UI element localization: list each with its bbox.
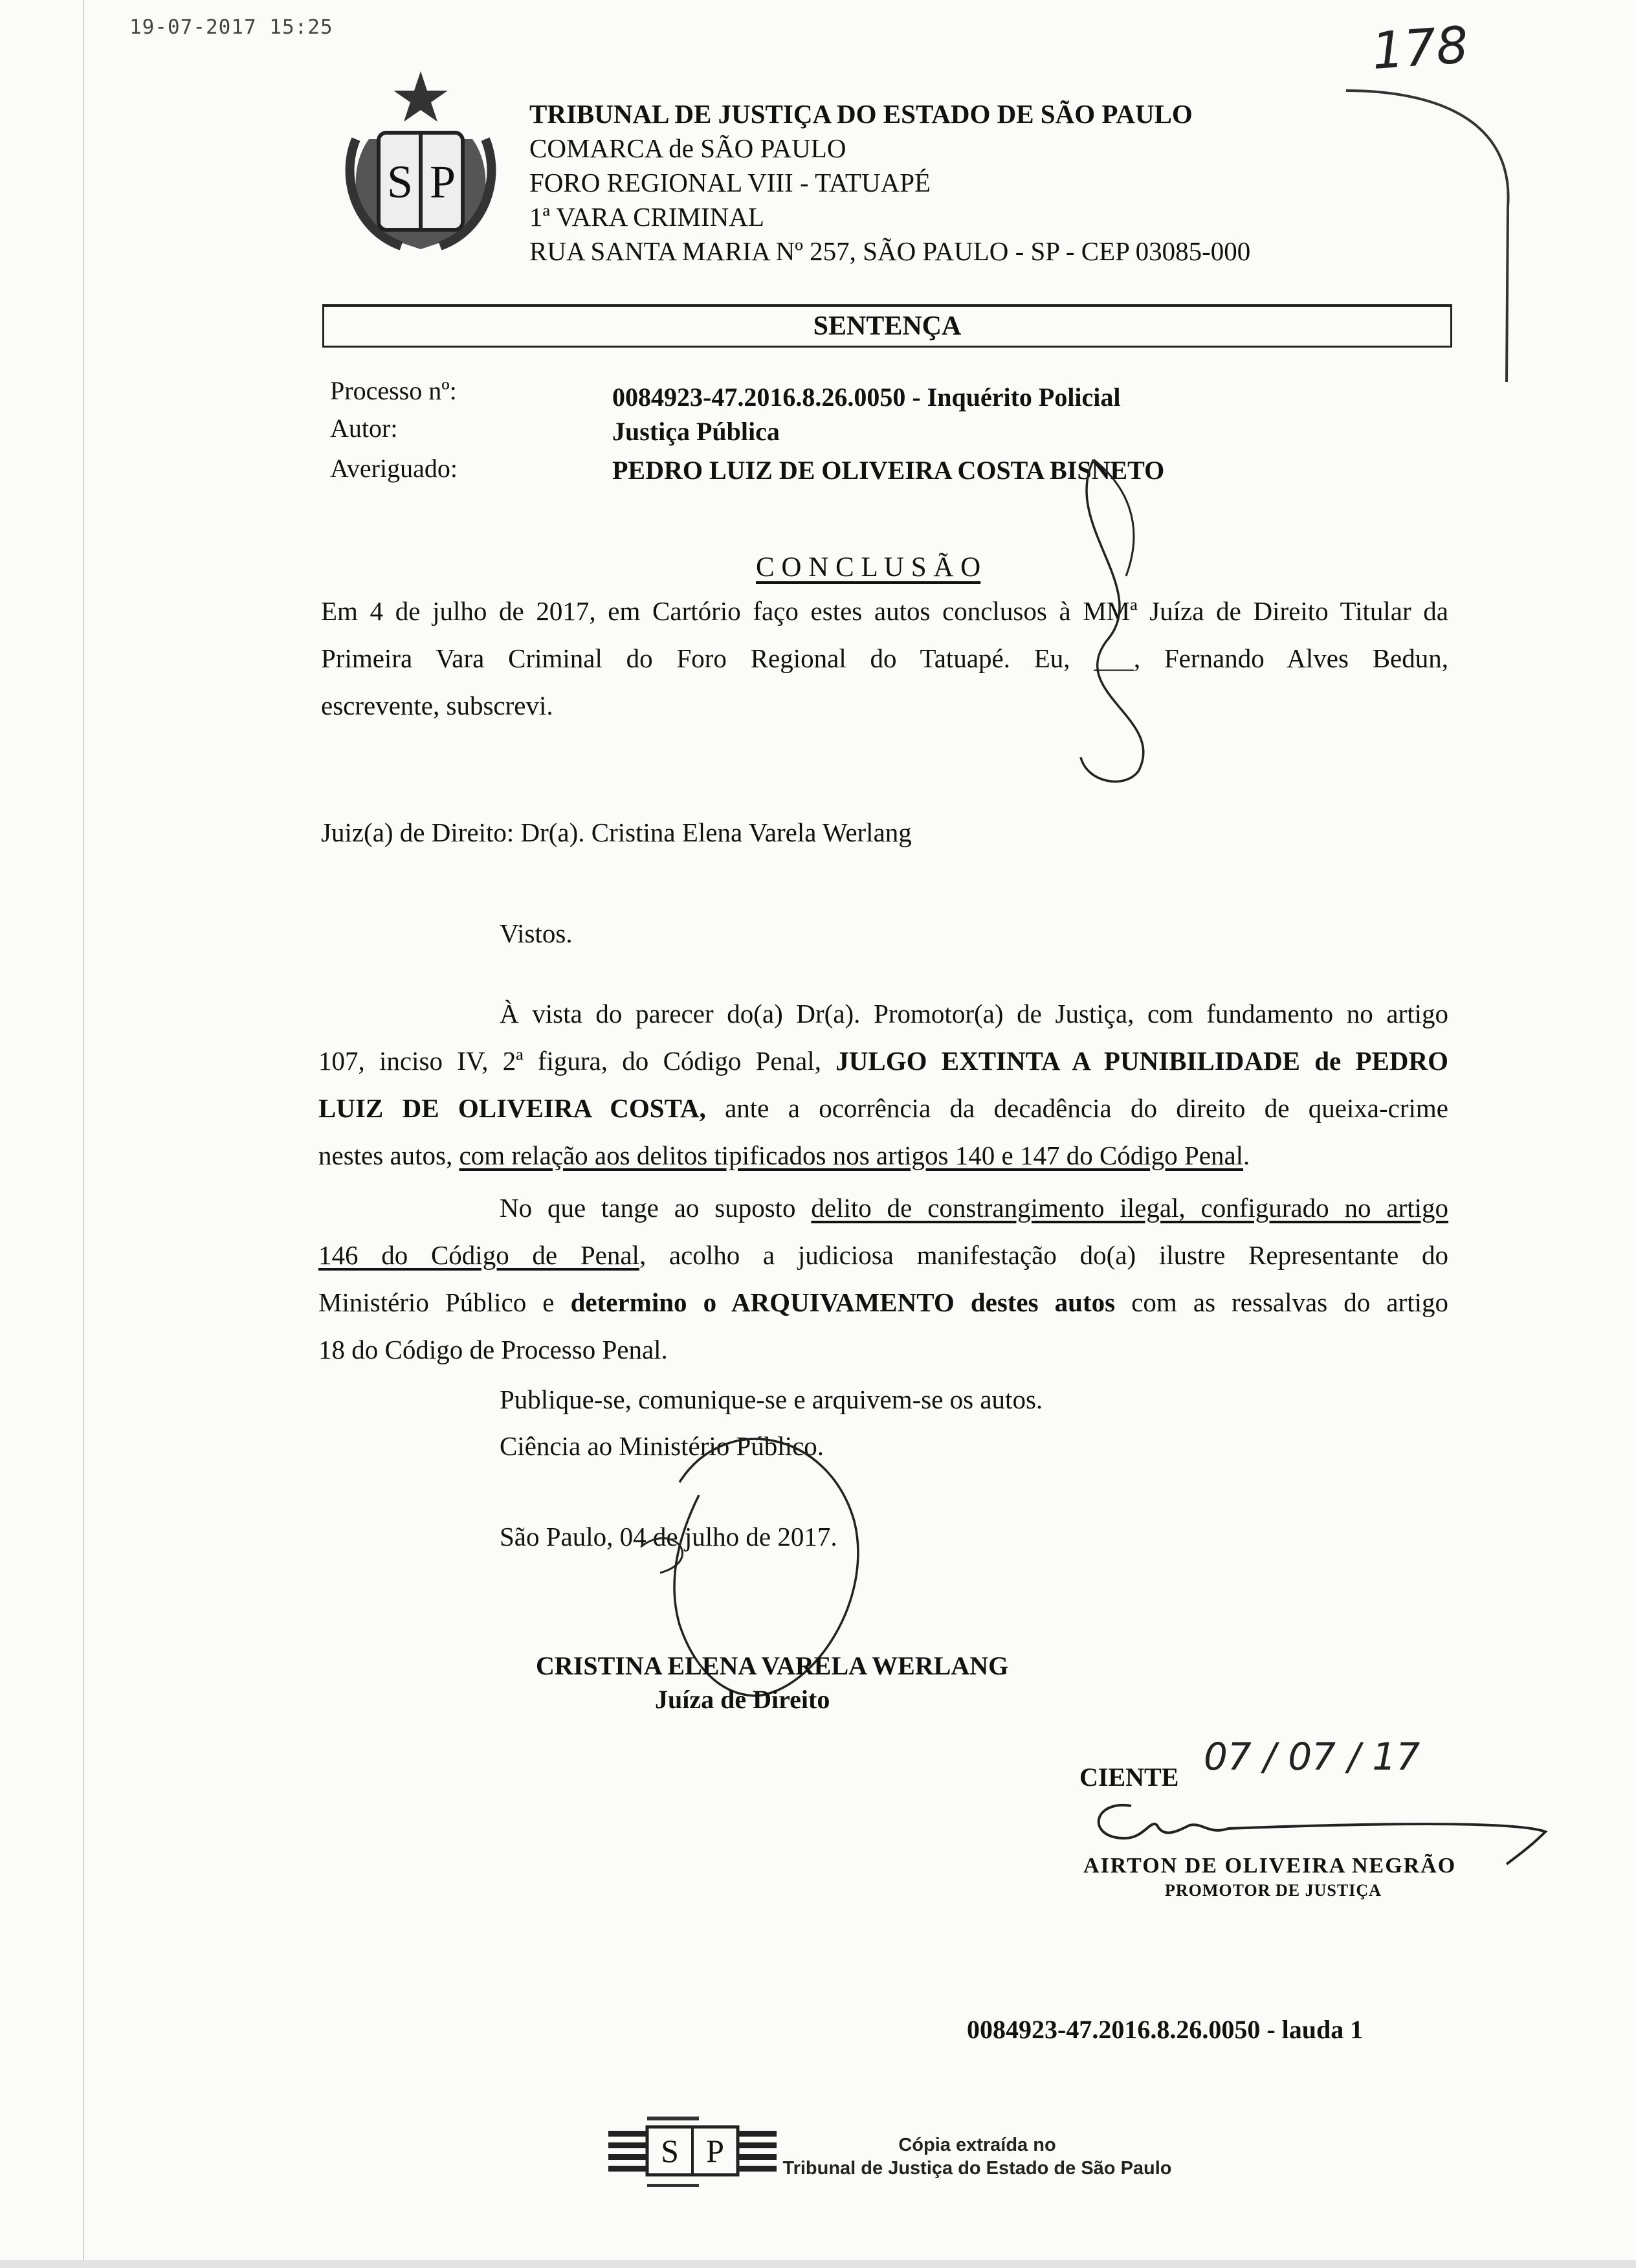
signature-name: CRISTINA ELENA VARELA WERLANG (536, 1651, 1009, 1680)
court-foro: FORO REGIONAL VIII - TATUAPÉ (529, 168, 931, 197)
averiguado-label: Averiguado: (330, 454, 458, 483)
copy-notice (770, 2133, 1184, 2180)
handwritten-page-number: 178 (1370, 16, 1470, 82)
conclusao-line-3: escrevente, subscrevi. (321, 691, 553, 720)
court-address: RUA SANTA MARIA Nº 257, SÃO PAULO - SP - CEP 03085-000 (529, 236, 1251, 266)
decision-paragraph-2 (318, 1184, 1448, 1373)
tjsp-copy-seal (608, 2111, 777, 2196)
ciencia: Ciência ao Ministério Público. (500, 1431, 824, 1461)
copy-notice-line-1: Cópia extraída no (898, 2135, 1056, 2155)
p1-line-4c: . (1243, 1140, 1250, 1170)
copy-notice-line-2: Tribunal de Justiça do Estado de São Paulo (782, 2158, 1172, 2179)
margin-line (83, 0, 84, 2268)
p2-line-2a: 146 do Código de Penal (318, 1240, 639, 1270)
conclusao-text (321, 588, 1448, 729)
p2-line-1a: No que tange ao suposto (500, 1193, 812, 1223)
processo-value: 0084923-47.2016.8.26.0050 - Inquérito Policial (612, 383, 1121, 412)
fax-timestamp: 19-07-2017 15:25 (129, 16, 333, 39)
promotor-title: PROMOTOR DE JUSTIÇA (1165, 1881, 1382, 1900)
p2-line-4: 18 do Código de Processo Penal. (318, 1335, 668, 1364)
scan-edge (0, 2260, 1636, 2268)
judge-line: Juiz(a) de Direito: Dr(a). Cristina Elena Varela Werlang (321, 817, 912, 847)
p2-line-2b: , acolho a judiciosa manifestação do(a) ilustre Representante do (639, 1240, 1448, 1270)
place-date: São Paulo, 04 de julho de 2017. (500, 1522, 837, 1551)
p1-line-2b: JULGO EXTINTA A PUNIBILIDADE de PEDRO (835, 1046, 1448, 1076)
ciente-date: 07 / 07 / 17 (1204, 1735, 1420, 1779)
p2-line-3c: com as ressalvas do artigo (1115, 1287, 1448, 1317)
ciente-label: CIENTE (1079, 1762, 1179, 1792)
vistos: Vistos. (500, 918, 573, 948)
svg-text:P: P (429, 156, 456, 208)
publique: Publique-se, comunique-se e arquivem-se os autos. (500, 1384, 1043, 1414)
signature-title: Juíza de Direito (655, 1685, 830, 1714)
conclusao-line-1: Em 4 de julho de 2017, em Cartório faço estes autos conclusos à MMª Juíza de Direito Titular da (321, 596, 1448, 626)
conclusao-heading: C O N C L U S Ã O (756, 552, 981, 583)
svg-text:P: P (706, 2133, 724, 2169)
court-name: TRIBUNAL DE JUSTIÇA DO ESTADO DE SÃO PAULO (529, 99, 1193, 129)
svg-text:S: S (661, 2133, 679, 2169)
processo-label: Processo nº: (330, 376, 457, 405)
promotor-name: AIRTON DE OLIVEIRA NEGRÃO (1083, 1854, 1457, 1878)
p2-line-3a: Ministério Público e (318, 1287, 571, 1317)
court-vara: 1ª VARA CRIMINAL (529, 202, 764, 232)
averiguado-value: PEDRO LUIZ DE OLIVEIRA COSTA BISNETO (612, 456, 1165, 485)
p1-line-4b: com relação aos delitos tipificados nos artigos 140 e 147 do Código Penal (459, 1140, 1244, 1170)
svg-text:S: S (386, 156, 414, 208)
title-box (322, 304, 1452, 348)
p2-line-3b: determino o ARQUIVAMENTO destes autos (570, 1287, 1116, 1317)
autor-label: Autor: (330, 414, 398, 443)
p1-line-1: À vista do parecer do(a) Dr(a). Promotor(a) de Justiça, com fundamento no artigo (500, 999, 1448, 1028)
p2-line-1b: delito de constrangimento ilegal, configurado no artigo (811, 1193, 1448, 1223)
coat-of-arms-seal (343, 68, 498, 256)
court-comarca: COMARCA de SÃO PAULO (529, 133, 846, 163)
p1-line-2a: 107, inciso IV, 2ª figura, do Código Penal, (318, 1046, 836, 1076)
conclusao-line-2: Primeira Vara Criminal do Foro Regional do Tatuapé. Eu, ___, Fernando Alves Bedun, (321, 643, 1448, 673)
autor-value: Justiça Pública (612, 417, 780, 446)
p1-line-3a: LUIZ DE OLIVEIRA COSTA, (318, 1093, 706, 1123)
lauda-reference: 0084923-47.2016.8.26.0050 - lauda 1 (967, 2015, 1364, 2044)
doc-title: SENTENÇA (813, 311, 962, 341)
handwritten-rubric-1 (1048, 447, 1165, 796)
decision-paragraph-1 (318, 990, 1448, 1179)
court-header (529, 97, 1250, 269)
p1-line-4a: nestes autos, (318, 1140, 459, 1170)
p1-line-3b: ante a ocorrência da decadência do direito de queixa-crime (705, 1093, 1448, 1123)
